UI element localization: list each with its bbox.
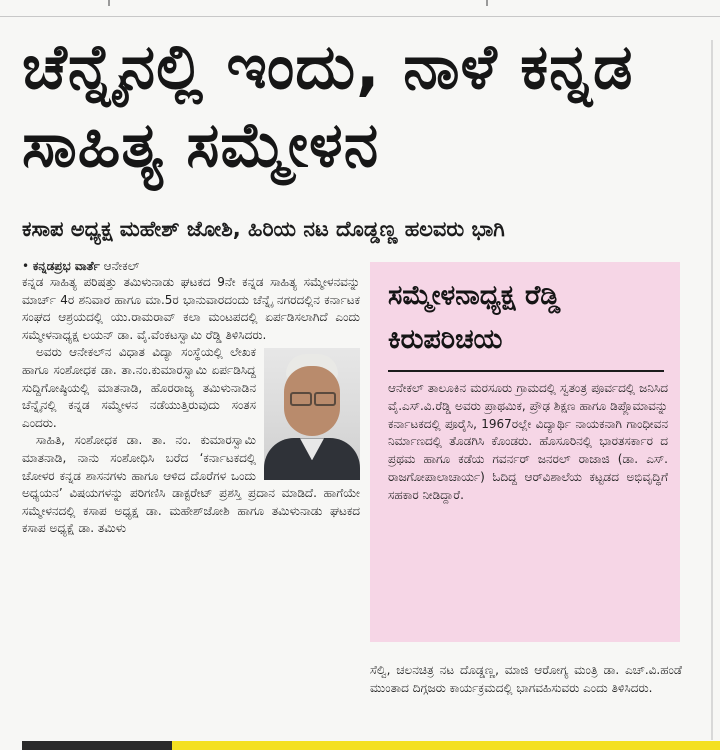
headline: ಚೆನ್ನೈನಲ್ಲಿ ಇಂದು, ನಾಳೆ ಕನ್ನಡ ಸಾಹಿತ್ಯ ಸಮ್ಮೇಳನ — [22, 30, 634, 181]
top-tick — [486, 0, 488, 6]
top-divider — [0, 16, 720, 17]
article-paragraph-1: ಕನ್ನಡ ಸಾಹಿತ್ಯ ಪರಿಷತ್ತು ತಮಿಳುನಾಡು ಘಟಕದ 9ನೇ ಕನ್ನಡ ಸಾಹಿತ್ಯ ಸಮ್ಮೇಳನವನ್ನು ಮಾರ್ಚ್‌ 4ರ ಶನಿವಾರ ಹಾಗೂ ಮಾ.5ರ ಭಾನುವಾರದಂದು ಚೆನ್ನೈ ನಗರದಲ್ಲಿನ ಕರ್ನಾಟಕ ಸಂಘದ ಆಶ್ರಯದಲ್ಲಿ ಯು.ರಾಮರಾವ್‌ ಕಲಾ ಮಂಟಪದಲ್ಲಿ ಏರ್ಪಡಿಸಲಾಗಿದೆ ಎಂದು ಸಮ್ಮೇಳನಾಧ್ಯಕ್ಷ ಲಯನ್‌ ಡಾ. ವೈ.ವೆಂಕಟಸ್ವಾಮಿ ರೆಡ್ಡಿ ತಿಳಿಸಿದರು. — [22, 275, 360, 342]
sidebar-title: ಸಮ್ಮೇಳನಾಧ್ಯಕ್ಷ ರೆಡ್ಡಿ ಕಿರುಪರಿಚಯ — [388, 280, 561, 355]
sidebar-divider — [388, 370, 664, 372]
byline-source: ಕನ್ನಡಪ್ರಭ ವಾರ್ತೆ — [32, 259, 100, 273]
footer-bar-dark — [22, 741, 172, 750]
article-paragraph-3: ಸಾಹಿತಿ, ಸಂಶೋಧಕ ಡಾ. ತಾ. ನಂ. ಕುಮಾರಸ್ವಾಮಿ ಮಾತನಾಡಿ, ನಾನು ಸಂಶೋಧಿಸಿ ಬರೆದ ‘ಕರ್ನಾಟಕದಲ್ಲಿ ಚೋಳರ ಕನ್ನಡ ಶಾಸನಗಳು ಹಾಗೂ ಆಳಿದ ದೊರೆಗಳ ಒಂದು ಅಧ್ಯಯನ’ ವಿಷಯಗಳನ್ನು ಪರಿಗಣಿಸಿ ಡಾಕ್ಟರೇಟ್‌ ಪ್ರಶಸ್ತಿ ಪ್ರದಾನ ಮಾಡಿದೆ. ಹಾಗೆಯೇ ಸಮ್ಮೇಳನದಲ್ಲಿ ಕಸಾಪ ಅಧ್ಯಕ್ಷ ಡಾ. ಮಹೇಶ್‌ಜೋಶಿ ಹಾಗೂ ತಮಿಳುನಾಡು ಘಟಕದ ಕಸಾಪ ಅಧ್ಯಕ್ಷೆ ಡಾ. ತಮಿಳು — [22, 433, 360, 536]
top-tick — [108, 0, 110, 6]
article-continuation: ಸೆಲ್ವಿ, ಚಲನಚಿತ್ರ ನಟ ದೊಡ್ಡಣ್ಣ, ಮಾಜಿ ಆರೋಗ್ಯ ಮಂತ್ರಿ ಡಾ. ಎಚ್‌.ವಿ.ಹಂಡೆ ಮುಂತಾದ ದಿಗ್ಗಜರು ಕಾರ್ಯಕ್ರಮದಲ್ಲಿ ಭಾಗವಹಿಸುವರು ಎಂದು ತಿಳಿಸಿದರು. — [370, 663, 682, 695]
footer-bar-accent — [172, 741, 720, 750]
portrait-photo — [264, 348, 360, 480]
sidebar-box — [370, 262, 680, 642]
sidebar-body: ಆನೇಕಲ್‌ ತಾಲೂಕಿನ ಮರಸೂರು ಗ್ರಾಮದಲ್ಲಿ ಸ್ವತಂತ್ರ ಪೂರ್ವದಲ್ಲಿ ಜನಿಸಿದ ವೈ.ಎಸ್‌.ವಿ.ರೆಡ್ಡಿ ಅವರು ಪ್ರಾಥಮಿಕ, ಪ್ರೌಢ ಶಿಕ್ಷಣ ಹಾಗೂ ಡಿಪ್ಲೊಮಾವನ್ನು ಕರ್ನಾಟಕದಲ್ಲಿ ಪೂರೈಸಿ, 1967ರಲ್ಲೇ ವಿದ್ಯಾರ್ಥಿ ನಾಯಕನಾಗಿ ಗಾಂಧೀವನ ನಿರ್ಮಾಣದಲ್ಲಿ ತೊಡಗಿಸಿ ಕೊಂಡರು. ಹೊಸೂರಿನಲ್ಲಿ ಭಾರತಸರ್ಕಾರ ದ ಪ್ರಥಮ ಹಾಗೂ ಕಡೆಯ ಗವರ್ನರ್‌ ಜನರಲ್‌ ರಾಜಾಜಿ (ಡಾ. ಎಸ್‌. ರಾಜಗೋಪಾಲಾಚಾರ್ಯ) ಓದಿದ್ದ ಆರ್‌ವಿಶಾಲೆಯ ಕಟ್ಟಡದ ಅಭಿವೃದ್ಧಿಗೆ ಸಹಕಾರ ನೀಡಿದ್ದಾರೆ. — [388, 381, 668, 502]
byline-place: ಆನೇಕಲ್‌ — [103, 259, 140, 273]
article-column — [22, 258, 360, 728]
article-paragraph-2: ಅವರು ಆನೇಕಲ್‌ನ ವಿಧಾತ ವಿದ್ಯಾ ಸಂಸ್ಥೆಯಲ್ಲಿ ಲೇಖಕ ಹಾಗೂ ಸಂಶೋಧಕ ಡಾ. ತಾ.ನಂ.ಕುಮಾರಸ್ವಾಮಿ ಏರ್ಪಡಿಸಿದ್ದ ಸುದ್ದಿಗೋಷ್ಠಿಯಲ್ಲಿ ಮಾತನಾಡಿ, ಹೊರರಾಜ್ಯ ತಮಿಳುನಾಡಿನ ಚೆನ್ನೈನಲ್ಲಿ ಕನ್ನಡ ಸಮ್ಮೇಳನ ನಡೆಯುತ್ತಿರುವುದು ಸಂತಸ ಎಂದರು. — [22, 345, 256, 430]
page-edge-divider — [711, 40, 713, 740]
subheadline: ಕಸಾಪ ಅಧ್ಯಕ್ಷ ಮಹೇಶ್‌ ಜೋಶಿ, ಹಿರಿಯ ನಟ ದೊಡ್ಡಣ್ಣ ಹಲವರು ಭಾಗಿ — [22, 217, 505, 241]
byline: • ಕನ್ನಡಪ್ರಭ ವಾರ್ತೆ ಆನೇಕಲ್‌ — [22, 259, 140, 273]
